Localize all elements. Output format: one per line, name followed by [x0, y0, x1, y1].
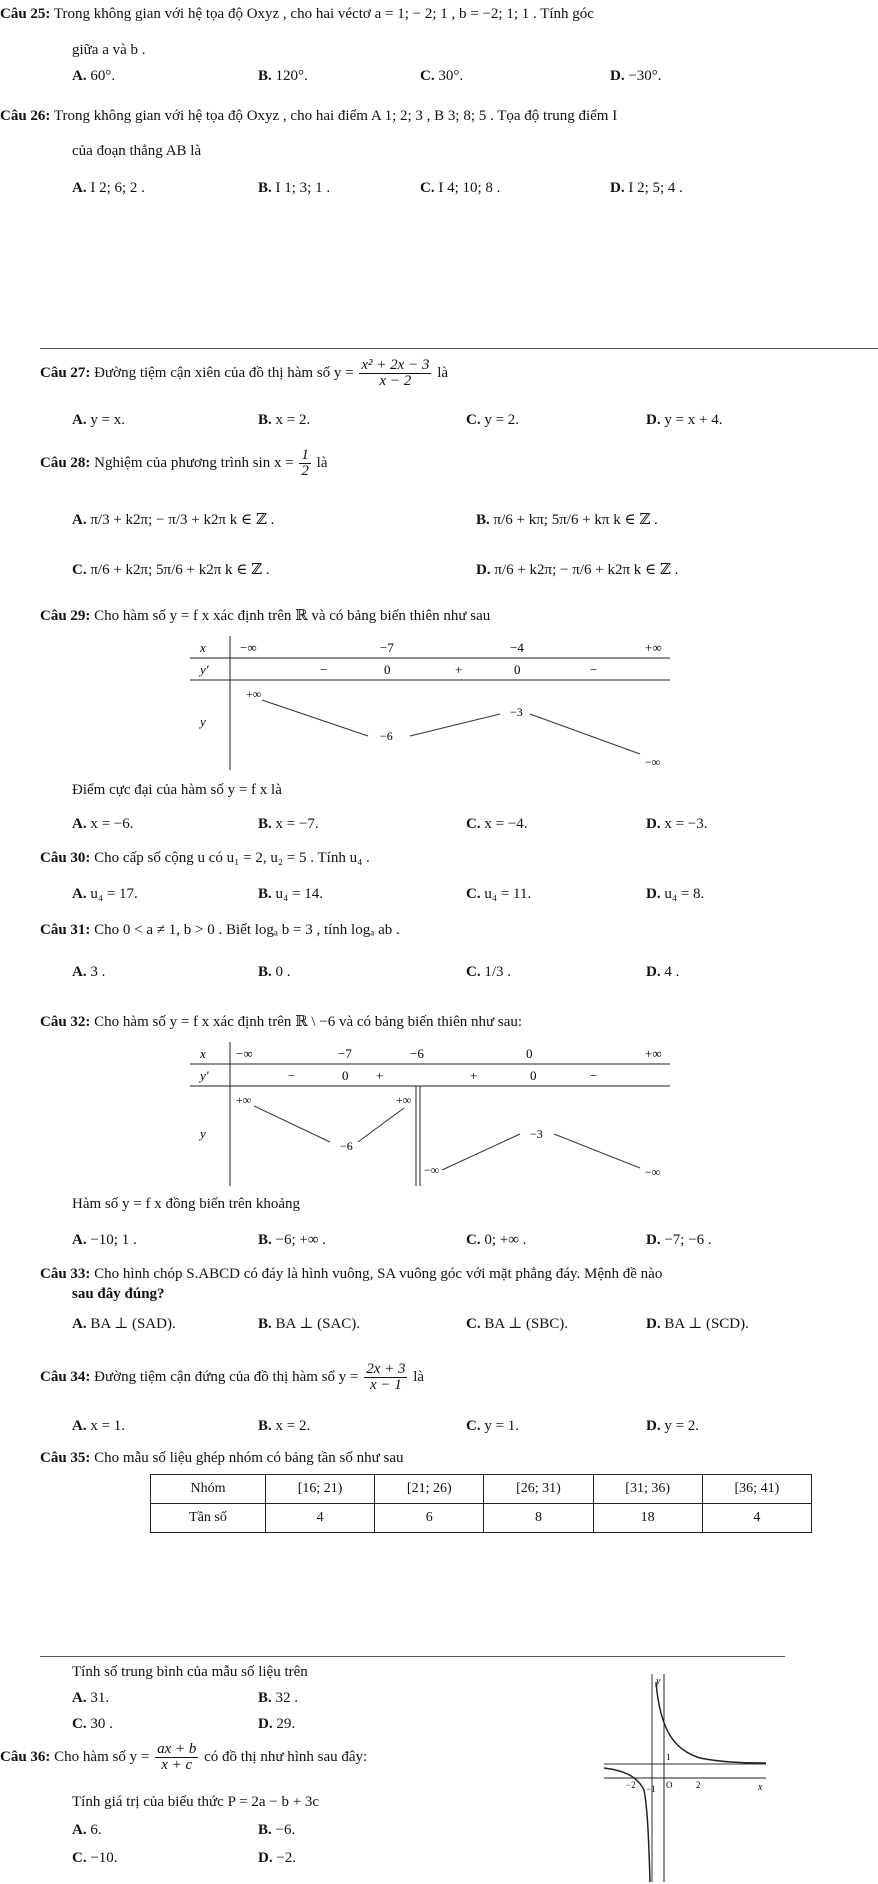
q26-opt-d[interactable]: D. I 2; 5; 4 .	[610, 180, 683, 196]
svg-text:−∞: −∞	[240, 640, 257, 655]
page-divider	[40, 348, 878, 349]
svg-text:−7: −7	[338, 1046, 352, 1061]
q29-arrow-decrease-2	[530, 714, 640, 754]
q31-opt-b[interactable]: B. 0 .	[258, 964, 291, 980]
q36-question: Tính giá trị của biểu thức P = 2a − b + 3c	[72, 1794, 320, 1810]
x-axis-label: x	[758, 1782, 763, 1793]
q32-question: Hàm số y = f x đồng biến trên khoảng	[72, 1196, 301, 1212]
q28-opt-c[interactable]: C. π/6 + k2π; 5π/6 + k2π k ∈ ℤ .	[72, 562, 270, 578]
svg-text:−∞: −∞	[645, 1165, 661, 1179]
q33-opt-b[interactable]: B. BA ⊥ (SAC).	[258, 1316, 361, 1332]
q28-stem: Câu 28: Nghiệm của phương trình sin x = $\frac{1}{2}$ là	[40, 447, 328, 479]
q27-stem: Câu 27: Đường tiệm cận xiên của đồ thị hàm số y = $\frac{\text{x² + 2x − 3}}{x - 2}$ là	[40, 357, 449, 389]
svg-text:y': y'	[200, 1068, 209, 1083]
q32-opt-d[interactable]: D. −7; −6 .	[646, 1232, 712, 1248]
q30-opt-b[interactable]: B. u₄ = 14.	[258, 886, 323, 902]
q33-text2: sau đây đúng?	[72, 1286, 165, 1302]
svg-text:+∞: +∞	[246, 687, 262, 701]
svg-text:−3: −3	[510, 705, 523, 719]
q29-opt-b[interactable]: B. x = −7.	[258, 816, 319, 832]
svg-text:1: 1	[666, 1752, 671, 1762]
q33-opt-d[interactable]: D. BA ⊥ (SCD).	[646, 1316, 749, 1332]
svg-text:O: O	[666, 1780, 673, 1790]
q28-opt-d[interactable]: D. π/6 + k2π; − π/6 + k2π k ∈ ℤ .	[476, 562, 679, 578]
svg-text:y: y	[200, 714, 206, 729]
q36-fraction: $\frac{ax + b}{x + c}$	[157, 1741, 197, 1773]
q32-stem: Câu 32: Cho hàm số y = f x xác định trên ℝ \ −6 và có bảng biến thiên như sau:	[40, 1014, 523, 1030]
q35-frequency-table	[150, 1474, 812, 1533]
svg-text:−3: −3	[530, 1127, 543, 1141]
q28-fraction: $\frac{1}{2}$	[301, 447, 309, 479]
svg-text:−: −	[288, 1068, 296, 1083]
svg-text:+∞: +∞	[645, 640, 662, 655]
svg-text:0: 0	[384, 662, 391, 677]
q34-opt-c[interactable]: C. y = 1.	[466, 1418, 520, 1434]
q32-arrow-decrease-2	[554, 1134, 640, 1168]
svg-text:−6: −6	[410, 1046, 424, 1061]
svg-text:−2: −2	[626, 1780, 636, 1790]
svg-text:−6: −6	[340, 1139, 353, 1153]
q35-opt-b[interactable]: B. 32 .	[258, 1690, 299, 1706]
svg-text:+∞: +∞	[645, 1046, 662, 1061]
svg-text:+: +	[455, 662, 463, 677]
svg-text:0: 0	[526, 1046, 533, 1061]
q32-arrow-decrease	[254, 1106, 330, 1142]
q25-opt-a[interactable]: A. 60°.	[72, 68, 116, 84]
q25-text2: giữa a và b .	[72, 42, 146, 58]
q33-opt-a[interactable]: A. BA ⊥ (SAD).	[72, 1316, 176, 1332]
q29-question: Điểm cực đại của hàm số y = f x là	[72, 782, 282, 798]
q36-opt-d[interactable]: D. −2.	[258, 1850, 297, 1866]
y-axis-label: y	[656, 1676, 661, 1687]
q31-opt-c[interactable]: C. 1/3 .	[466, 964, 512, 980]
q36-opt-b[interactable]: B. −6.	[258, 1822, 296, 1838]
q33-opt-c[interactable]: C. BA ⊥ (SBC).	[466, 1316, 569, 1332]
q30-opt-a[interactable]: A. u₄ = 17.	[72, 886, 138, 902]
svg-text:−∞: −∞	[424, 1163, 440, 1177]
svg-text:2: 2	[696, 1780, 701, 1790]
q27-opt-a[interactable]: A. y = x.	[72, 412, 126, 428]
svg-text:y: y	[200, 1126, 206, 1141]
q32-arrow-increase	[358, 1108, 404, 1142]
q29-variation-table	[190, 636, 680, 772]
svg-text:−: −	[320, 662, 328, 677]
q26-opt-a[interactable]: A. I 2; 6; 2 .	[72, 180, 145, 196]
svg-text:+∞: +∞	[236, 1093, 252, 1107]
q27-opt-d[interactable]: D. y = x + 4.	[646, 412, 723, 428]
q29-x-label: x	[200, 640, 206, 655]
q29-stem: Câu 29: Cho hàm số y = f x xác định trên ℝ và có bảng biến thiên như sau	[40, 608, 491, 624]
q34-fraction: $\frac{2x + 3}{x - 1}$	[366, 1361, 406, 1393]
q31-stem: Câu 31: Cho 0 < a ≠ 1, b > 0 . Biết logₐ b = 3 , tính logₐ ab .	[40, 922, 400, 938]
q35-opt-c[interactable]: C. 30 .	[72, 1716, 113, 1732]
q26-stem: Câu 26: Trong không gian với hệ tọa độ Oxyz , cho hai điểm A 1; 2; 3 , B 3; 8; 5 . Tọa độ trung điểm I	[0, 108, 618, 124]
q34-opt-d[interactable]: D. y = 2.	[646, 1418, 700, 1434]
svg-text:+: +	[376, 1068, 384, 1083]
svg-text:−7: −7	[380, 640, 394, 655]
svg-text:0: 0	[342, 1068, 349, 1083]
q31-opt-a[interactable]: A. 3 .	[72, 964, 106, 980]
q35-opt-d[interactable]: D. 29.	[258, 1716, 296, 1732]
q29-opt-c[interactable]: C. x = −4.	[466, 816, 528, 832]
q28-opt-b[interactable]: B. π/6 + kπ; 5π/6 + kπ k ∈ ℤ .	[476, 512, 658, 528]
table-row: Tần số 4 6 8 18 4	[151, 1504, 812, 1533]
svg-text:y': y'	[200, 662, 209, 677]
q25-stem	[0, 6, 594, 23]
q26-opt-c[interactable]: C. I 4; 10; 8 .	[420, 180, 501, 196]
q30-opt-c[interactable]: C. u₄ = 11.	[466, 886, 532, 902]
q36-opt-c[interactable]: C. −10.	[72, 1850, 118, 1866]
q34-stem: Câu 34: Đường tiệm cận đứng của đồ thị hàm số y = $\frac{2x + 3}{x - 1}$ là	[40, 1361, 425, 1393]
q35-stem: Câu 35: Cho mẫu số liệu ghép nhóm có bảng tần số như sau	[40, 1450, 404, 1466]
q34-opt-a[interactable]: A. x = 1.	[72, 1418, 126, 1434]
q36-stem: Câu 36: Cho hàm số y = $\frac{ax + b}{x + c}$ có đồ thị như hình sau đây:	[0, 1741, 368, 1773]
q32-variation-table	[190, 1042, 680, 1188]
q28-opt-a[interactable]: A. π/3 + k2π; − π/3 + k2π k ∈ ℤ .	[72, 512, 275, 528]
q26-opt-b[interactable]: B. I 1; 3; 1 .	[258, 180, 331, 196]
page-divider-2	[40, 1656, 785, 1657]
q27-fraction: $\frac{\text{x² + 2x − 3}}{x - 2}$	[361, 357, 430, 389]
q29-arrow-decrease	[262, 700, 368, 736]
q25-label: Câu 25:	[0, 6, 51, 22]
q34-opt-b[interactable]: B. x = 2.	[258, 1418, 311, 1434]
q29-opt-d[interactable]: D. x = −3.	[646, 816, 708, 832]
q30-stem: Câu 30: Cho cấp số cộng u có u₁ = 2, u₂ = 5 . Tính u₄ .	[40, 850, 370, 866]
q27-opt-b[interactable]: B. x = 2.	[258, 412, 311, 428]
svg-text:−1: −1	[646, 1784, 656, 1794]
svg-text:−: −	[590, 662, 598, 677]
q32-arrow-increase-2	[442, 1134, 520, 1170]
q25-text: Trong không gian với hệ tọa độ Oxyz , cho hai véctơ a = 1; − 2; 1 , b = −2; 1; 1 . Tính góc	[53, 6, 594, 22]
q26-text2: của đoạn thẳng AB là	[72, 143, 202, 159]
q26-text: Trong không gian với hệ tọa độ Oxyz , cho hai điểm A 1; 2; 3 , B 3; 8; 5 . Tọa độ trung điểm I	[53, 108, 618, 124]
q29-arrow-increase	[410, 714, 500, 736]
svg-text:+: +	[470, 1068, 478, 1083]
q31-opt-d[interactable]: D. 4 .	[646, 964, 680, 980]
q30-opt-d[interactable]: D. u₄ = 8.	[646, 886, 705, 902]
svg-text:−6: −6	[380, 729, 393, 743]
svg-text:x: x	[200, 1046, 206, 1061]
svg-text:−∞: −∞	[236, 1046, 253, 1061]
svg-text:0: 0	[530, 1068, 537, 1083]
q36-opt-a[interactable]: A. 6.	[72, 1822, 102, 1838]
svg-text:−∞: −∞	[645, 755, 661, 769]
q29-opt-a[interactable]: A. x = −6.	[72, 816, 134, 832]
q32-opt-c[interactable]: C. 0; +∞ .	[466, 1232, 527, 1248]
q32-opt-a[interactable]: A. −10; 1 .	[72, 1232, 137, 1248]
svg-text:+∞: +∞	[396, 1093, 412, 1107]
svg-text:0: 0	[514, 662, 521, 677]
table-row: Nhóm [16; 21) [21; 26) [26; 31) [31; 36) [36; 41)	[151, 1475, 812, 1504]
q27-opt-c[interactable]: C. y = 2.	[466, 412, 520, 428]
q35-opt-a[interactable]: A. 31.	[72, 1690, 110, 1706]
q32-opt-b[interactable]: B. −6; +∞ .	[258, 1232, 327, 1248]
q25-opt-d[interactable]: D. −30°.	[610, 68, 662, 84]
q36-function-graph	[600, 1670, 770, 1884]
q25-opt-b[interactable]: B. 120°.	[258, 68, 308, 84]
q33-stem: Câu 33: Cho hình chóp S.ABCD có đáy là hình vuông, SA vuông góc với mặt phẳng đáy. Mệnh đề nào	[40, 1266, 663, 1282]
svg-text:−4: −4	[510, 640, 524, 655]
graph-branch-right	[656, 1682, 766, 1763]
q25-opt-c[interactable]: C. 30°.	[420, 68, 464, 84]
q35-question: Tính số trung bình của mẫu số liệu trên	[72, 1664, 308, 1680]
svg-text:−: −	[590, 1068, 598, 1083]
